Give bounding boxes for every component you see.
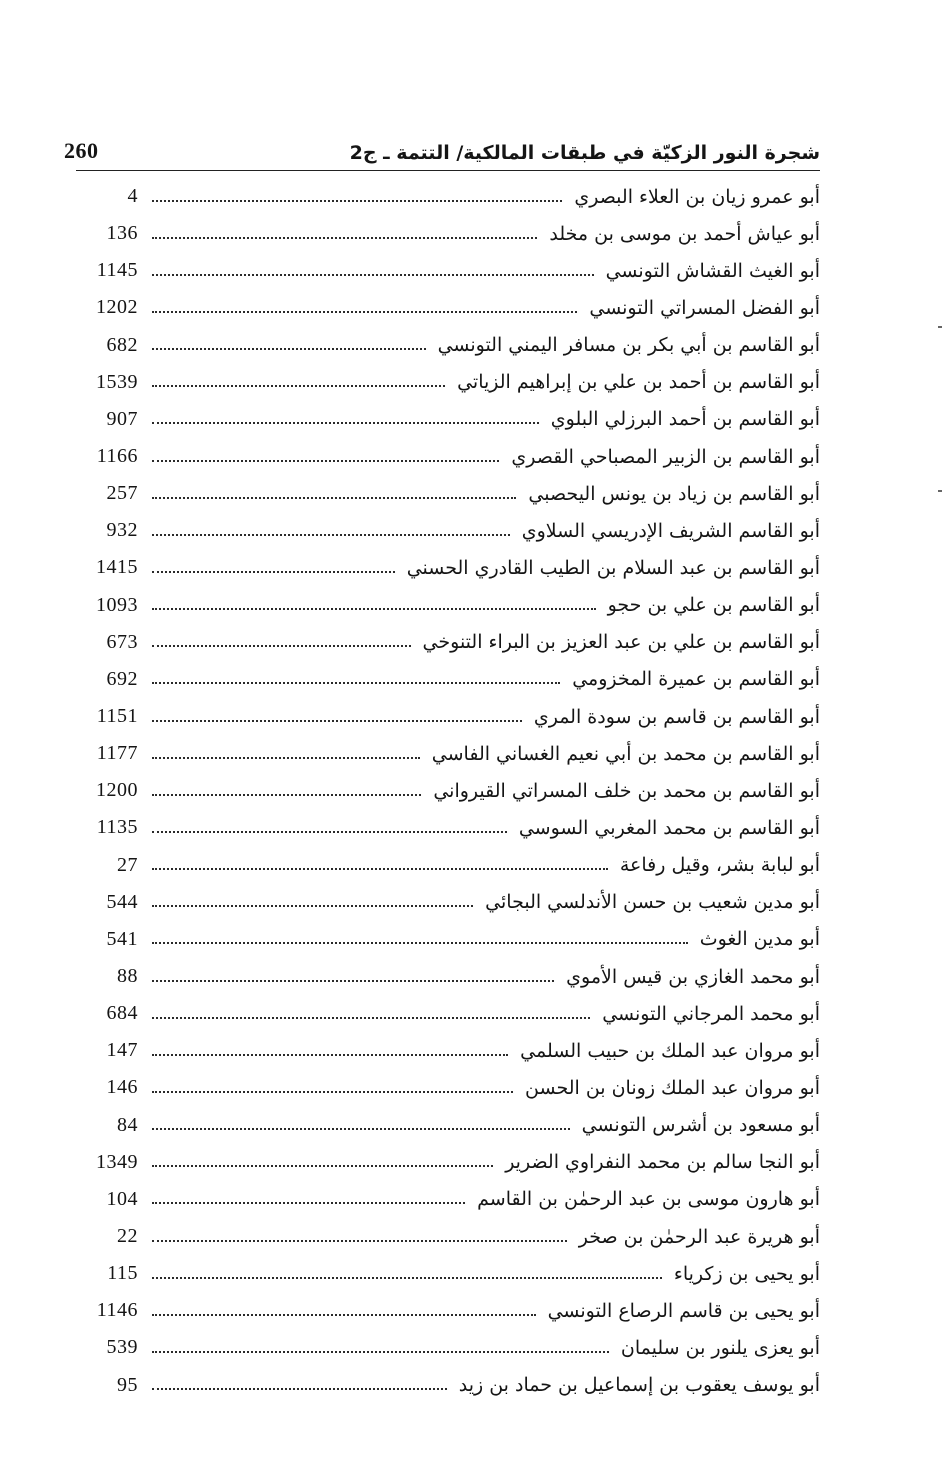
index-entry (60, 735, 820, 772)
dot-leader (152, 682, 560, 684)
entry-name: أبو القاسم بن قاسم بن سودة المري (533, 705, 820, 728)
entry-page-number: 1177 (96, 742, 138, 765)
index-entry (60, 1069, 820, 1106)
dot-leader (152, 422, 539, 424)
entry-page-number: 27 (117, 853, 138, 876)
entry-name: أبو القاسم بن أحمد البرزلي البلوي (550, 408, 820, 431)
index-entry (60, 438, 820, 475)
index-entry (60, 1329, 820, 1366)
entry-name: أبو لبابة بشر، وقيل رفاعة (619, 854, 820, 877)
entry-page-number: 22 (117, 1225, 138, 1247)
index-entry (60, 1367, 820, 1404)
entry-page-number: 1349 (96, 1150, 138, 1173)
index-entry (60, 512, 820, 549)
entry-page-number: 1415 (96, 556, 138, 579)
entry-page-number: 136 (106, 222, 138, 245)
index-entry (60, 1255, 820, 1292)
dot-leader (152, 571, 395, 573)
index-list (60, 178, 820, 1404)
index-entry (60, 215, 820, 252)
entry-name: أبو النجا سالم بن محمد النفراوي الضرير (505, 1151, 820, 1174)
index-entry (60, 587, 820, 624)
index-entry (60, 1107, 820, 1144)
entry-name: أبو مسعود بن أشرس التونسي (581, 1114, 820, 1137)
index-entry (60, 1032, 820, 1069)
entry-name: أبو القاسم بن أحمد بن علي بن إبراهيم الزياتي (457, 371, 820, 394)
dot-leader (152, 274, 594, 276)
dot-leader (152, 311, 577, 313)
entry-page-number: 682 (106, 333, 138, 356)
entry-name: أبو عياش أحمد بن موسى بن مخلد (549, 222, 820, 245)
index-entry (60, 178, 820, 215)
entry-name: أبو مدين الغوث (699, 928, 820, 951)
entry-page-number: 104 (106, 1187, 138, 1210)
index-entry (60, 958, 820, 995)
entry-page-number: 932 (106, 519, 138, 542)
dot-leader (152, 1314, 536, 1316)
entry-page-number: 539 (106, 1336, 138, 1359)
dot-leader (152, 980, 554, 982)
index-entry (60, 847, 820, 884)
entry-name: أبو يحيى بن قاسم الرصاع التونسي (547, 1299, 820, 1322)
entry-name: أبو هارون موسى بن عبد الرحمٰن بن القاسم (477, 1188, 820, 1211)
index-entry (60, 1144, 820, 1181)
dot-leader (152, 1202, 465, 1204)
entry-name: أبو الغيث القشاش التونسي (605, 259, 820, 282)
index-entry (60, 661, 820, 698)
index-entry (60, 772, 820, 809)
dot-leader (152, 348, 426, 350)
dot-leader (152, 757, 420, 759)
dot-leader (152, 608, 596, 610)
dot-leader (152, 1277, 662, 1279)
index-entry (60, 995, 820, 1032)
index-entry (60, 921, 820, 958)
entry-page-number: 95 (117, 1373, 138, 1396)
index-entry (60, 252, 820, 289)
dot-leader (152, 1017, 590, 1019)
dot-leader (152, 942, 688, 944)
dot-leader (152, 831, 507, 833)
entry-name: أبو القاسم بن عبد السلام بن الطيب القادري الحسني (406, 556, 820, 579)
entry-page-number: 1093 (96, 593, 138, 616)
dot-leader (152, 1128, 570, 1130)
entry-page-number: 544 (106, 890, 138, 913)
entry-name: أبو مروان عبد الملك بن حبيب السلمي (520, 1039, 820, 1062)
entry-name: أبو محمد المرجاني التونسي (602, 1002, 820, 1025)
dot-leader (152, 1165, 493, 1167)
entry-name: أبو مدين شعيب بن حسن الأندلسي البجائي (485, 891, 820, 914)
header-rule (76, 170, 820, 171)
dot-leader (152, 460, 499, 462)
dot-leader (152, 794, 421, 796)
dot-leader (152, 720, 522, 722)
entry-name: أبو مروان عبد الملك زونان بن الحسن (525, 1076, 820, 1099)
dot-leader (152, 1240, 567, 1242)
index-entry (60, 1181, 820, 1218)
entry-page-number: 541 (106, 927, 138, 950)
index-entry (60, 698, 820, 735)
entry-page-number: 1151 (96, 705, 138, 728)
page-number: 260 (64, 138, 99, 163)
entry-name: أبو يوسف يعقوب بن إسماعيل بن حماد بن زيد (458, 1374, 820, 1397)
dot-leader (152, 237, 537, 239)
index-entry (60, 884, 820, 921)
entry-page-number: 907 (106, 407, 138, 430)
entry-page-number: 1200 (96, 779, 138, 802)
entry-name: أبو القاسم بن محمد بن أبي نعيم الغساني الفاسي (431, 742, 820, 765)
entry-page-number: 146 (106, 1076, 138, 1099)
entry-page-number: 1135 (96, 816, 138, 839)
entry-name: أبو القاسم بن زياد بن يونس اليحصبي (528, 482, 820, 505)
index-entry (60, 401, 820, 438)
dot-leader (152, 200, 562, 202)
entry-name: أبو يحيى بن زكرياء (673, 1262, 820, 1285)
entry-name: أبو القاسم الشريف الإدريسي السلاوي (521, 519, 820, 542)
dot-leader (152, 1388, 447, 1390)
index-entry (60, 289, 820, 326)
entry-page-number: 88 (117, 965, 138, 988)
dot-leader (152, 1054, 508, 1056)
dot-leader (152, 497, 516, 499)
entry-name: أبو القاسم بن أبي بكر بن مسافر اليمني التونسي (437, 334, 820, 357)
entry-page-number: 1202 (96, 296, 138, 319)
entry-name: أبو القاسم بن علي بن حجو (607, 594, 820, 617)
index-entry (60, 624, 820, 661)
index-entry (60, 364, 820, 401)
index-entry (60, 1218, 820, 1255)
entry-page-number: 684 (106, 1002, 138, 1025)
running-head (64, 128, 820, 164)
entry-name: أبو القاسم بن الزبير المصباحي القصري (511, 445, 820, 468)
dot-leader (152, 385, 445, 387)
dot-leader (152, 645, 411, 647)
entry-page-number: 1539 (96, 370, 138, 393)
dot-leader (152, 905, 473, 907)
margin-mark (938, 490, 942, 492)
entry-name: أبو القاسم بن محمد بن خلف المسراتي القيرواني (433, 779, 820, 802)
entry-page-number: 115 (107, 1262, 138, 1285)
entry-page-number: 673 (106, 630, 138, 653)
book-title: شجرة النور الزكيّة في طبقات المالكية/ التتمة ـ ج2 (349, 142, 820, 164)
entry-name: أبو هريرة عبد الرحمٰن بن صخر (578, 1225, 820, 1248)
dot-leader (152, 1091, 513, 1093)
entry-page-number: 257 (106, 482, 138, 505)
entry-name: أبو محمد الغازي بن قيس الأموي (566, 965, 820, 988)
entry-name: أبو القاسم بن علي بن عبد العزيز بن البراء التنوخي (422, 631, 820, 654)
entry-name: أبو يعزى يلنور بن سليمان (620, 1336, 820, 1359)
entry-name: أبو القاسم بن محمد المغربي السوسي (518, 816, 820, 839)
index-entry (60, 475, 820, 512)
entry-page-number: 4 (127, 185, 138, 208)
margin-mark (938, 326, 942, 328)
dot-leader (152, 1351, 609, 1353)
entry-page-number: 1166 (96, 445, 138, 468)
entry-name: أبو القاسم بن عميرة المخزومي (572, 668, 820, 691)
entry-page-number: 84 (117, 1113, 138, 1136)
entry-page-number: 692 (106, 667, 138, 690)
index-entry (60, 549, 820, 586)
index-entry (60, 809, 820, 846)
entry-page-number: 1146 (96, 1299, 138, 1322)
index-entry (60, 327, 820, 364)
entry-page-number: 1145 (96, 259, 138, 282)
index-entry (60, 1292, 820, 1329)
entry-name: أبو عمرو زيان بن العلاء البصري (574, 185, 820, 208)
dot-leader (152, 868, 608, 870)
entry-name: أبو الفضل المسراتي التونسي (589, 296, 820, 319)
dot-leader (152, 534, 510, 536)
entry-page-number: 147 (106, 1039, 138, 1062)
